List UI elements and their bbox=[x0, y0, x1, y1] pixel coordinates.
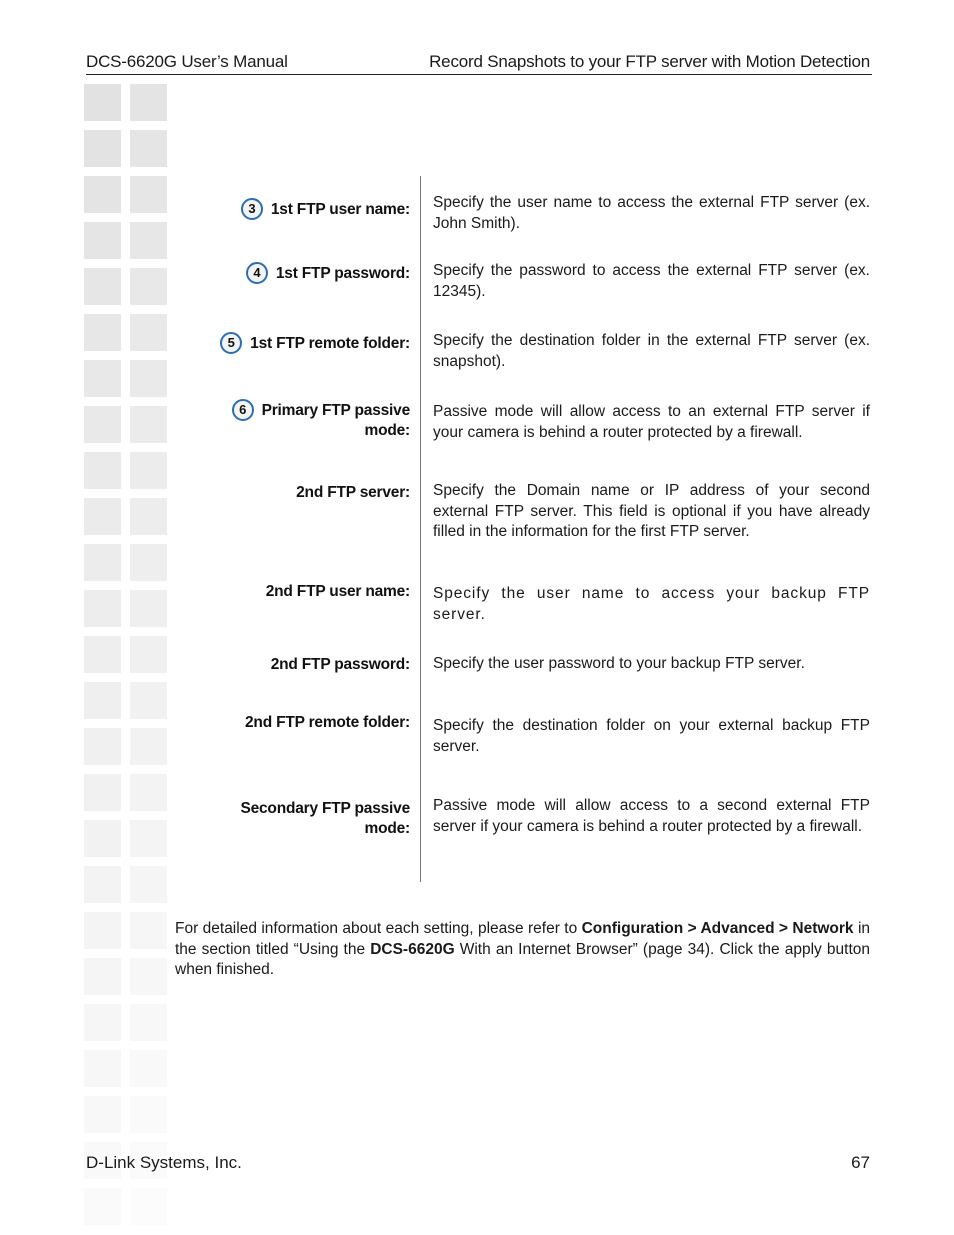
decorative-tile bbox=[84, 406, 121, 443]
desc-secondary-ftp-passive-mode: Passive mode will allow access to a second external FTP server if your camera is behind a router protected by a firewall. bbox=[433, 797, 870, 835]
label-text: 1st FTP user name: bbox=[270, 201, 410, 218]
label-1st-ftp-remote-folder bbox=[220, 332, 410, 354]
decorative-tile bbox=[84, 176, 121, 213]
step-number-badge: 6 bbox=[232, 399, 254, 421]
decorative-tile bbox=[84, 360, 121, 397]
decorative-tile bbox=[130, 176, 167, 213]
product-name: DCS-6620G bbox=[370, 940, 455, 958]
decorative-tile bbox=[130, 452, 167, 489]
desc-2nd-ftp-server: Specify the Domain name or IP address of your second external FTP server. This field is optional if you have already filled in the information for the first FTP server. bbox=[433, 482, 870, 541]
desc-2nd-ftp-remote-folder: Specify the destination folder on your external backup FTP server. bbox=[433, 717, 870, 755]
decorative-tile bbox=[130, 774, 167, 811]
page-number: 67 bbox=[851, 1153, 870, 1172]
decorative-tile bbox=[130, 544, 167, 581]
decorative-tile bbox=[130, 912, 167, 949]
decorative-tile bbox=[84, 820, 121, 857]
menu-path: Configuration > Advanced > Network bbox=[581, 920, 854, 937]
decorative-tile bbox=[130, 314, 167, 351]
decorative-tile bbox=[130, 1096, 167, 1133]
desc-1st-ftp-remote-folder: Specify the destination folder in the external FTP server (ex. snapshot). bbox=[433, 332, 870, 370]
decorative-tile bbox=[84, 636, 121, 673]
decorative-tile bbox=[130, 1004, 167, 1041]
decorative-tile bbox=[84, 774, 121, 811]
decorative-tile bbox=[84, 1050, 121, 1087]
decorative-tile bbox=[130, 222, 167, 259]
decorative-tile bbox=[84, 544, 121, 581]
company-name: D-Link Systems, Inc. bbox=[86, 1153, 242, 1172]
column-divider bbox=[420, 176, 421, 882]
decorative-tile bbox=[130, 268, 167, 305]
label-2nd-ftp-remote-folder: 2nd FTP remote folder: bbox=[245, 714, 410, 731]
label-secondary-ftp-passive-mode bbox=[240, 799, 410, 839]
decorative-tile bbox=[84, 1188, 121, 1225]
decorative-tile bbox=[130, 958, 167, 995]
decorative-tile bbox=[84, 1004, 121, 1041]
decorative-tile bbox=[84, 682, 121, 719]
decorative-tile bbox=[130, 682, 167, 719]
desc-primary-ftp-passive-mode: Passive mode will allow access to an external FTP server if your camera is behind a router protected by a firewall. bbox=[433, 403, 870, 441]
decorative-tile bbox=[84, 728, 121, 765]
step-number-badge: 4 bbox=[246, 262, 268, 284]
decorative-tile bbox=[130, 590, 167, 627]
label-text: mode: bbox=[364, 422, 410, 439]
decorative-tile bbox=[84, 84, 121, 121]
desc-2nd-ftp-user-name: Specify the user name to access your backup FTP server. bbox=[433, 585, 870, 623]
label-text: 1st FTP remote folder: bbox=[250, 335, 410, 352]
label-text: Secondary FTP passive bbox=[240, 800, 410, 817]
label-text: Primary FTP passive bbox=[261, 402, 410, 419]
decorative-tile-strip bbox=[84, 84, 170, 1235]
step-number-badge: 5 bbox=[220, 332, 242, 354]
decorative-tile bbox=[84, 268, 121, 305]
decorative-tile bbox=[84, 912, 121, 949]
decorative-tile bbox=[84, 314, 121, 351]
decorative-tile bbox=[130, 820, 167, 857]
label-text: mode: bbox=[364, 820, 410, 837]
decorative-tile bbox=[84, 498, 121, 535]
desc-2nd-ftp-password: Specify the user password to your backup FTP server. bbox=[433, 655, 805, 672]
decorative-tile bbox=[130, 84, 167, 121]
decorative-tile bbox=[84, 1096, 121, 1133]
decorative-tile bbox=[130, 866, 167, 903]
step-number-badge: 3 bbox=[241, 198, 263, 220]
manual-title: DCS-6620G User’s Manual bbox=[86, 52, 288, 71]
decorative-tile bbox=[84, 222, 121, 259]
label-primary-ftp-passive-mode bbox=[232, 399, 410, 441]
decorative-tile bbox=[84, 958, 121, 995]
label-text: 1st FTP password: bbox=[275, 265, 410, 282]
decorative-tile bbox=[130, 130, 167, 167]
header-rule bbox=[86, 74, 872, 75]
decorative-tile bbox=[84, 452, 121, 489]
decorative-tile bbox=[84, 130, 121, 167]
label-1st-ftp-user-name bbox=[241, 198, 410, 220]
decorative-tile bbox=[84, 866, 121, 903]
decorative-tile bbox=[130, 1050, 167, 1087]
decorative-tile bbox=[130, 728, 167, 765]
label-2nd-ftp-password: 2nd FTP password: bbox=[270, 656, 410, 673]
section-title: Record Snapshots to your FTP server with Motion Detection bbox=[429, 52, 870, 71]
desc-1st-ftp-user-name: Specify the user name to access the external FTP server (ex. John Smith). bbox=[433, 194, 870, 232]
label-1st-ftp-password bbox=[246, 262, 410, 284]
decorative-tile bbox=[130, 636, 167, 673]
decorative-tile bbox=[84, 590, 121, 627]
label-2nd-ftp-server: 2nd FTP server: bbox=[296, 484, 410, 501]
decorative-tile bbox=[130, 498, 167, 535]
decorative-tile bbox=[130, 1188, 167, 1225]
reference-note: For detailed information about each setting, please refer to Configuration > Advanced > Network in the section titled “Using the DCS-6620G With an Internet Browser” (page 34). Click the apply button when finished. bbox=[175, 920, 871, 979]
label-2nd-ftp-user-name: 2nd FTP user name: bbox=[265, 583, 410, 600]
decorative-tile bbox=[130, 360, 167, 397]
desc-1st-ftp-password: Specify the password to access the external FTP server (ex. 12345). bbox=[433, 262, 870, 300]
decorative-tile bbox=[130, 406, 167, 443]
